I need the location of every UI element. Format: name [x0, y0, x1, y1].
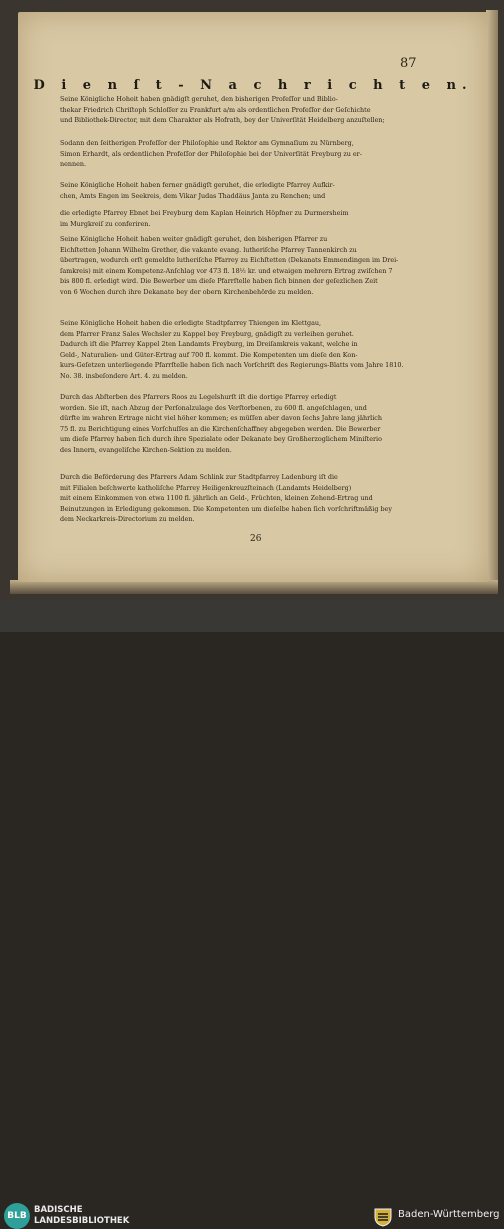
text-line: dem Pfarrer Franz Sales Wechsler zu Kappel bey Freyburg, gnädigſt zu verleihen geruhet. [60, 329, 354, 338]
text-line: kurs-Geſetzen unterliegende Pfarrſtelle haben ſich nach Vorſchrift des Regierungs-Blatts vom Jahre 1810. [60, 361, 404, 370]
text-line: Seine Königliche Hoheit haben ferner gnädigſt geruhet, die erledigte Pfarrey Aufkir- [60, 181, 335, 189]
paragraph [60, 94, 460, 126]
text-line: thekar Friedrich Chriſtoph Schloſſer zu Frankfurt a/m als ordentlichen Profeſſor der Geſchichte [60, 105, 371, 114]
page-bottom-edge [10, 580, 498, 594]
baden-wuerttemberg-crest-icon[interactable] [372, 1205, 394, 1227]
text-line: Geld-, Naturalien- und Güter-Ertrag auf 700 fl. kommt. Die Kompetenten um dieſe den Kon- [60, 350, 358, 359]
text-line: Durch das Abſterben des Pfarrers Roos zu Legelshurſt iſt die dortige Pfarrey erledigt [60, 393, 337, 401]
text-line: chen, Amts Engen im Seekreis, dem Vikar Judas Thaddäus Janta zu Renchen; und [60, 191, 326, 200]
text-line: 75 fl. zu Berichtigung eines Vorſchuſſes an die Kirchenſchaffney abgegeben werden. Die Bewerber [60, 424, 381, 433]
text-line: des Innern, evangeliſche Kirchen-Sektion zu melden. [60, 445, 232, 454]
text-line: mit Filialen beſchwerte katholiſche Pfarrey Heiligenkreuzſteinach (Landamts Heidelberg) [60, 483, 352, 492]
text-line: No. 38. insbeſondere Art. 4. zu melden. [60, 371, 188, 380]
text-line: Seine Königliche Hoheit haben gnädigſt geruhet, den bisherigen Profeſſor und Biblio- [60, 95, 338, 103]
text-line: nennen. [60, 160, 87, 169]
text-line: Sodann den ſeitherigen Profeſſor der Philoſophie und Rektor am Gymnaſium zu Nürnberg, [60, 139, 354, 147]
text-line: ſamkreis) mit einem Kompetenz-Anſchlag vor 473 fl. 18½ kr. und etwaigen mehrern Ertrag zwiſchen 7 [60, 266, 393, 275]
paragraph [60, 138, 460, 170]
text-line: übertragen, wodurch erſt gemeldte lutheriſche Pfarrey zu Eichſtetten (Dekanats Emmendingen im Drei- [60, 256, 399, 265]
book-page [18, 12, 488, 582]
page-heading: D i e n ſ t - N a c h r i c h t e n. [33, 78, 473, 93]
text-line: bis 800 fl. erledigt wird. Die Bewerber um dieſe Pfarrſtelle haben ſich binnen der geſezlichen Zeit [60, 277, 378, 286]
signature-mark: 26 [250, 534, 262, 544]
library-name-line2[interactable]: LANDESBIBLIOTHEK [34, 1216, 130, 1226]
paragraph [60, 180, 460, 201]
text-line: mit einem Einkommen von etwa 1100 fl. jährlich an Geld-, Früchten, kleinen Zehend-Ertrag und [60, 494, 373, 503]
text-line: worden. Sie iſt, nach Abzug der Perſonalzulage des Verſtorbenen, zu 600 fl. angeſchlagen, und [60, 403, 367, 412]
text-line: Beinutzungen in Erledigung gekommen. Die Kompetenten um dieſelbe haben ſich vorſchriftmäßig bey [60, 504, 392, 513]
text-line: um dieſe Pfarrey haben ſich durch ihre Spezialate oder Dekanate bey Großherzoglichem Miniſterio [60, 435, 382, 444]
text-line: Eichſtetten Johann Wilhelm Grether, die vakante evang. lutheriſche Pfarrey Tannenkirch zu [60, 245, 357, 254]
blb-logo-icon[interactable]: BLB [4, 1203, 30, 1229]
paragraph [60, 234, 460, 298]
scanned-book-image [0, 0, 504, 600]
text-line: Seine Königliche Hoheit haben weiter gnädigſt geruhet, den bisherigen Pfarrer zu [60, 235, 328, 243]
state-name[interactable]: Baden-Württemberg [398, 1209, 500, 1220]
text-line: Dadurch iſt die Pfarrey Kappel 2ten Landamts Freyburg, im Dreiſamkreis vakant, welche in [60, 340, 358, 349]
text-line: von 6 Wochen durch ihre Dekanate bey der obern Kirchenbehörde zu melden. [60, 287, 314, 296]
text-line: die erledigte Pfarrey Ebnet bei Freyburg dem Kaplan Heinrich Höpfner zu Durmersheim [60, 209, 349, 217]
viewer-footer [0, 600, 504, 1226]
paragraph [60, 392, 460, 456]
text-line: im Murgkreiſ zu conferiren. [60, 219, 151, 228]
text-line: dürfte im wahren Ertrage nicht viel höher kommen; es müſſen aber davon ſechs Jahre lang jährlich [60, 414, 382, 423]
page-number: 87 [400, 56, 417, 71]
library-name-line1[interactable]: BADISCHE [34, 1205, 83, 1215]
text-line: Simon Erhardt, als ordentlichen Profeſſor der Philoſophie bei der Univerſität Freyburg zu er- [60, 149, 362, 158]
text-line: Durch die Beförderung des Pfarrers Adam Schlink zur Stadtpfarrey Ladenburg iſt die [60, 473, 338, 481]
paragraph [60, 472, 460, 525]
paragraph [60, 208, 460, 229]
text-line: Seine Königliche Hoheit haben die erledigte Stadtpfarrey Thiengen im Klettgau, [60, 319, 322, 327]
text-line: und Bibliothek-Director, mit dem Charakter als Hofrath, bey der Univerſität Heidelberg anzuſtellen; [60, 116, 385, 125]
text-line: dem Neckarkreis-Directorium zu melden. [60, 515, 195, 524]
paragraph [60, 318, 460, 382]
